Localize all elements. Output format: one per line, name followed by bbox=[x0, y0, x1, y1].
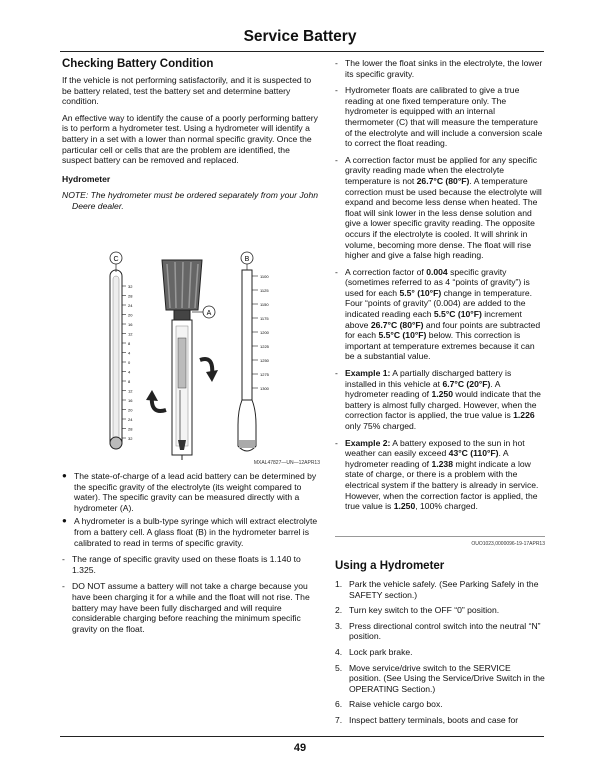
thermo-tick-label: 16 bbox=[128, 398, 133, 403]
right-column bbox=[335, 58, 545, 518]
step-item: 7. Inspect battery terminals, boots and case for bbox=[335, 714, 519, 725]
page-title: Service Battery bbox=[243, 28, 357, 45]
float-tick-label: 1150 bbox=[260, 302, 269, 307]
example-1: - Example 1: A partially discharged battery is installed in this vehicle at 6.7°C (20°F). A hydrometer reading of 1.250 would indicate that the battery is almost fully charged. However, when the correction factor is applied, the true value is 1.226 only 75% charged. bbox=[335, 368, 545, 432]
float-tick-label: 1200 bbox=[260, 330, 269, 335]
thermo-tick-label: 32 bbox=[128, 284, 133, 289]
thermo-tick-label: 12 bbox=[128, 331, 133, 337]
step-item: 2. Turn key switch to the OFF “0” position. bbox=[335, 605, 500, 616]
thermo-tick-label: 24 bbox=[128, 303, 133, 308]
thermo-tick-label: 8 bbox=[128, 341, 131, 346]
thermo-tick-label: 8 bbox=[128, 379, 131, 384]
float-tick-label: 1125 bbox=[260, 288, 269, 293]
left-bullets bbox=[62, 471, 320, 640]
dash-item: - Hydrometer floats are calibrated to give a true reading at one fixed temperature only. The hydrometer is equipped with an internal thermometer (C) that will measure the temperature of the electrolyte and will include a conversion scale to correct the float reading. bbox=[335, 85, 545, 149]
thermo-tick-label: 12 bbox=[128, 388, 133, 394]
hydrometer-figure bbox=[62, 250, 320, 460]
hydrometer-syringe-illustration bbox=[146, 260, 218, 460]
intro-paragraph: If the vehicle is not performing satisfactorily, and it is suspected to be battery related, test the battery set and determine battery condition. bbox=[62, 75, 312, 107]
bullet-item: ● A hydrometer is a bulb-type syringe which will extract electrolyte from a battery cell. A glass float (B) in the hydrometer barrel is calibrated to read in terms of specific gravity. bbox=[62, 516, 320, 548]
header-rule bbox=[60, 51, 544, 52]
reference-code: OUO1023,0000096-19-17APR13 bbox=[471, 541, 545, 547]
dash-item: - A correction factor of 0.004 specific gravity (sometimes referred to as 4 “points of gravity”) is used for each 5.5° (10°F) change in temperature. Four “points of gravity” (0.004) are added to the indicated reading each 5.5°C (10°F) increment above 26.7°C (80°F) and four points are subtracted for each 5.5°C (10°F) below. This correction is important at temperature extremes because it can be a substantial value. bbox=[335, 267, 545, 362]
thermo-tick-label: 0 bbox=[128, 360, 131, 365]
thermo-tick-label: 32 bbox=[128, 436, 133, 441]
section-heading: Checking Battery Condition bbox=[62, 58, 214, 70]
float-tick-label: 1225 bbox=[260, 344, 269, 349]
page-number: 49 bbox=[293, 742, 307, 754]
glass-float-illustration bbox=[238, 252, 270, 451]
float-tick-label: 1250 bbox=[260, 358, 269, 363]
example-2: - Example 2: A battery exposed to the sun in hot weather can easily exceed 43°C (110°F). A hydrometer reading of 1.238 might indicate a low state of charge, or there is a problem with the electrical system if the battery is already in service. However, when the correction factor is applied, the true value is 1.250, 100% charged. bbox=[335, 438, 545, 512]
thermo-tick-label: 24 bbox=[128, 417, 133, 422]
step-item: 5. Move service/drive switch to the SERVICE position. (See Using the Service/Drive Switch in the OPERATING Section.) bbox=[335, 662, 545, 694]
note-text: NOTE: The hydrometer must be ordered separately from your John Deere dealer. bbox=[62, 190, 319, 211]
subheading-hydrometer: Hydrometer bbox=[62, 173, 111, 184]
callout-c: C bbox=[113, 256, 119, 263]
float-tick-label: 1300 bbox=[260, 386, 269, 391]
thermo-tick-label: 20 bbox=[128, 312, 133, 318]
bullet-item: ● The state-of-charge of a lead acid battery can be determined by the specific gravity of the electrolyte (its weight compared to water). The specific gravity can be measured directly with a hydrometer (A). bbox=[62, 471, 320, 513]
thermo-tick-label: 4 bbox=[128, 350, 131, 356]
hydrometer-paragraph: An effective way to identify the cause of a poorly performing battery is to perform a hydrometer test. Using a hydrometer will identify a battery in a set with a lower than normal specific gravity. Once the particular cell or cells that are the problem are identified, the suspect battery can be removed and replaced. bbox=[62, 112, 318, 166]
figure-caption: MXAL47827—UN—12APR13 bbox=[253, 460, 320, 466]
step-item: 1. Park the vehicle safely. (See Parking Safely in the SAFETY section.) bbox=[335, 579, 539, 600]
section-heading: Using a Hydrometer bbox=[335, 560, 445, 572]
float-tick-label: 1175 bbox=[260, 316, 269, 321]
float-tick-label: 1275 bbox=[260, 372, 269, 377]
using-hydrometer-section bbox=[335, 560, 545, 731]
step-item: 3. Press directional control switch into the neutral “N” position. bbox=[335, 620, 541, 642]
dash-item: - The range of specific gravity used on these floats is 1.140 to 1.325. bbox=[62, 554, 320, 575]
dash-item: - DO NOT assume a battery will not take a charge because you have been charging it for a while and the float will not rise. The battery may have been fully discharged and will require considerable charging before reaching the minimum specific gravity on the float. bbox=[62, 581, 320, 634]
thermo-tick-label: 28 bbox=[128, 426, 133, 432]
left-column bbox=[62, 58, 320, 218]
callout-a: A bbox=[206, 310, 212, 317]
thermometer-illustration bbox=[110, 252, 133, 449]
thermo-tick-label: 4 bbox=[128, 369, 131, 375]
thermo-tick-label: 28 bbox=[128, 293, 133, 299]
step-item: 4. Lock park brake. bbox=[335, 646, 413, 657]
dash-item: - The lower the float sinks in the electrolyte, the lower its specific gravity. bbox=[335, 58, 545, 79]
callout-b: B bbox=[244, 256, 250, 263]
thermo-tick-label: 16 bbox=[128, 322, 133, 327]
float-tick-label: 1100 bbox=[260, 274, 269, 279]
section-divider bbox=[335, 536, 545, 537]
footer-rule bbox=[60, 736, 544, 737]
step-item: 6. Raise vehicle cargo box. bbox=[335, 699, 443, 710]
dash-item: - A correction factor must be applied for any specific gravity reading made when the electrolyte temperature is not 26.7°C (80°F). A temperature correction must be used because the electrolyte will expand and become less dense when heated. The float will sink lower in the less dense solution and give a lower specific gravity reading. The opposite occurs if the electrolyte is cooled. It will shrink in volume, becoming more dense. The float will rise higher and give a false high reading. bbox=[335, 155, 545, 261]
thermo-tick-label: 20 bbox=[128, 407, 133, 413]
